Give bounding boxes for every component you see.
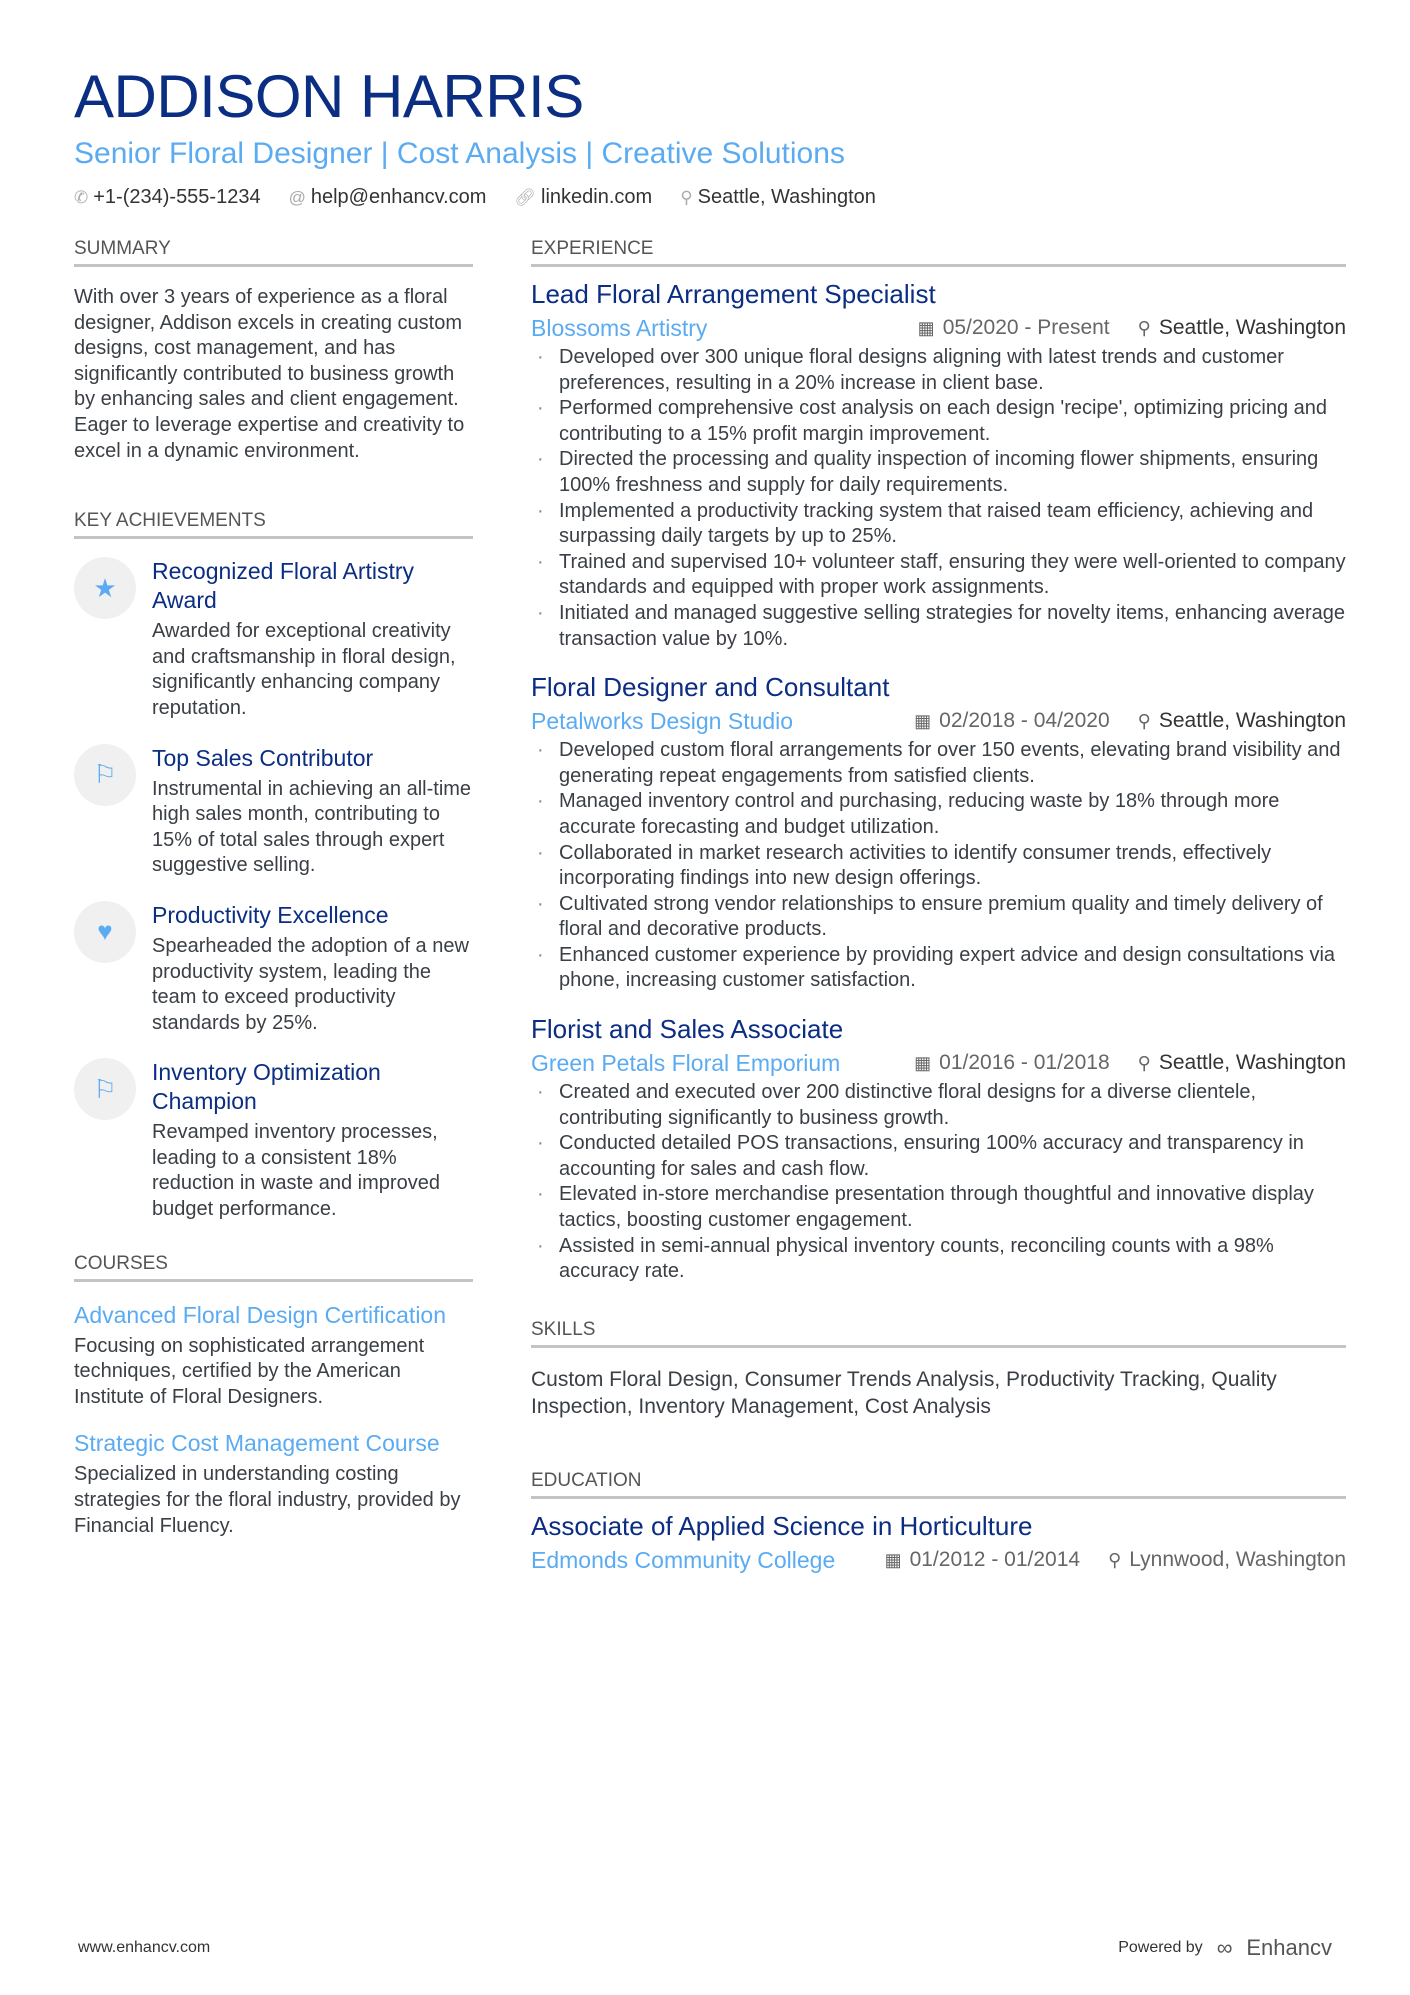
skills-heading: SKILLS xyxy=(531,1319,1346,1348)
courses-heading: COURSES xyxy=(74,1253,473,1282)
resume-header xyxy=(74,62,876,209)
job-location: Seattle, Washington xyxy=(1158,709,1346,733)
flag-icon: ⚐ xyxy=(74,1058,136,1120)
job-bullets xyxy=(531,345,1346,652)
course-text: Specialized in understanding costing strategies for the floral industry, provided by Financial Fluency. xyxy=(74,1463,461,1537)
job-bullet: · Directed the processing and quality inspection of incoming flower shipments, ensuring 100% freshness and supply for daily requirements. xyxy=(531,447,1346,498)
job-bullet: · Enhanced customer experience by providing expert advice and design consultations via phone, increasing customer satisfaction. xyxy=(531,943,1346,994)
job-entry xyxy=(531,670,1346,994)
course-text: Focusing on sophisticated arrangement techniques, certified by the American Institute of Floral Designers. xyxy=(74,1334,425,1408)
phone-icon: ✆ xyxy=(74,188,89,207)
powered-by xyxy=(1118,1935,1332,1961)
courses-list xyxy=(74,1300,473,1540)
contact-row xyxy=(74,186,876,209)
job-bullets xyxy=(531,1080,1346,1285)
achievement-item xyxy=(74,744,473,879)
calendar-icon: ▦ xyxy=(914,1053,932,1074)
job-bullet: · Assisted in semi-annual physical inventory counts, reconciling counts with a 98% accuracy rate. xyxy=(531,1234,1346,1285)
achievement-text: Awarded for exceptional creativity and craftsmanship in floral design, significantly enhancing company reputation. xyxy=(152,620,456,719)
course-title: Advanced Floral Design Certification xyxy=(74,1301,447,1328)
education-dates: 01/2012 - 01/2014 xyxy=(909,1547,1081,1571)
enhancv-brand: Enhancv xyxy=(1246,1935,1332,1960)
achievement-item xyxy=(74,1058,473,1222)
enhancv-logo-icon: ∞ xyxy=(1216,1935,1233,1960)
education-meta xyxy=(531,1543,1346,1577)
calendar-icon: ▦ xyxy=(917,318,935,338)
flag-icon: ⚐ xyxy=(74,744,136,806)
course-item xyxy=(74,1428,473,1539)
job-title: Floral Designer and Consultant xyxy=(531,672,890,703)
job-dates: 01/2016 - 01/2018 xyxy=(939,1051,1110,1075)
job-entry xyxy=(531,277,1346,652)
course-item xyxy=(74,1300,473,1411)
achievement-item xyxy=(74,557,473,721)
job-meta xyxy=(531,311,1346,345)
school-name: Edmonds Community College xyxy=(531,1546,836,1573)
job-bullets xyxy=(531,738,1346,994)
job-location: Seattle, Washington xyxy=(1158,1051,1346,1075)
location-pin-icon: ⚲ xyxy=(1137,711,1151,732)
link-icon: 🔗︎ xyxy=(514,188,537,207)
job-location: Seattle, Washington xyxy=(1158,316,1346,339)
right-column xyxy=(531,238,1346,1577)
calendar-icon: ▦ xyxy=(914,711,932,732)
heart-icon: ♥ xyxy=(74,901,136,963)
location-pin-icon: ⚲ xyxy=(1108,1549,1122,1570)
linkedin[interactable]: linkedin.com xyxy=(541,186,653,208)
experience-heading: EXPERIENCE xyxy=(531,238,1346,267)
job-bullet: · Managed inventory control and purchasing, reducing waste by 18% through more accurate forecasting and budget utilization. xyxy=(531,789,1346,840)
achievement-title: Top Sales Contributor xyxy=(152,744,374,771)
achievements-list xyxy=(74,557,473,1223)
achievement-title: Productivity Excellence xyxy=(152,901,389,928)
job-bullet: · Collaborated in market research activities to identify consumer trends, effectively incorporating findings into new design offerings. xyxy=(531,841,1346,892)
job-meta xyxy=(531,704,1346,738)
job-entry xyxy=(531,1012,1346,1285)
job-bullet: · Developed custom floral arrangements for over 150 events, elevating brand visibility and generating repeat engagements from satisfied clients. xyxy=(531,738,1346,789)
job-title: Florist and Sales Associate xyxy=(531,1014,844,1045)
degree-title: Associate of Applied Science in Horticulture xyxy=(531,1510,1033,1541)
calendar-icon: ▦ xyxy=(884,1549,902,1570)
job-bullet: · Performed comprehensive cost analysis on each design 'recipe', optimizing pricing and contributing to a 15% profit margin improvement. xyxy=(531,396,1346,447)
company-name: Green Petals Floral Emporium xyxy=(531,1050,841,1077)
achievement-title: Inventory Optimization Champion xyxy=(152,1059,381,1115)
job-bullet: · Initiated and managed suggestive selling strategies for novelty items, enhancing average transaction value by 10%. xyxy=(531,601,1346,652)
location-pin-icon: ⚲ xyxy=(680,188,693,207)
company-name: Blossoms Artistry xyxy=(531,315,708,341)
footer xyxy=(78,1935,1332,1961)
summary-heading: SUMMARY xyxy=(74,238,473,267)
left-column xyxy=(74,238,473,1557)
company-name: Petalworks Design Studio xyxy=(531,708,794,735)
at-icon: @ xyxy=(288,188,306,207)
candidate-name: ADDISON HARRIS xyxy=(74,63,584,130)
skills-text: Custom Floral Design, Consumer Trends Analysis, Productivity Tracking, Quality Inspection, Inventory Management, Cost Analysis xyxy=(531,1367,1277,1418)
achievement-text: Instrumental in achieving an all-time high sales month, contributing to 15% of total sales through expert suggestive selling. xyxy=(152,777,472,877)
star-icon: ★ xyxy=(74,557,136,619)
powered-by-label: Powered by xyxy=(1118,1939,1203,1956)
achievement-text: Revamped inventory processes, leading to a consistent 18% reduction in waste and improved budget performance. xyxy=(152,1121,440,1221)
email[interactable]: help@enhancv.com xyxy=(310,186,487,208)
achievement-text: Spearheaded the adoption of a new productivity system, leading the team to exceed productivity standards by 25%. xyxy=(152,934,469,1034)
job-bullet: · Elevated in-store merchandise presentation through thoughtful and innovative display tactics, boosting customer engagement. xyxy=(531,1182,1346,1233)
location: Seattle, Washington xyxy=(697,186,876,208)
education-location: Lynnwood, Washington xyxy=(1129,1547,1346,1571)
job-dates: 02/2018 - 04/2020 xyxy=(939,709,1110,733)
job-bullet: · Trained and supervised 10+ volunteer staff, ensuring they were well-oriented to company standards and equipped with proper work assignments. xyxy=(531,550,1346,601)
education-heading: EDUCATION xyxy=(531,1470,1346,1499)
job-bullet: · Implemented a productivity tracking system that raised team efficiency, achieving and surpassing daily targets by up to 25%. xyxy=(531,499,1346,550)
achievements-heading: KEY ACHIEVEMENTS xyxy=(74,510,473,539)
location-pin-icon: ⚲ xyxy=(1137,318,1151,338)
job-bullet: · Cultivated strong vendor relationships to ensure premium quality and timely delivery of floral and decorative products. xyxy=(531,892,1346,943)
summary-text: With over 3 years of experience as a floral designer, Addison excels in creating custom designs, cost management, and has significantly contributed to business growth by enhancing sales and client engagement. Eager to leverage expertise and creativity to excel in a dynamic environment. xyxy=(74,286,465,462)
course-title: Strategic Cost Management Course xyxy=(74,1430,440,1457)
job-bullet: · Conducted detailed POS transactions, ensuring 100% accuracy and transparency in accounting for sales and cash flow. xyxy=(531,1131,1346,1182)
achievement-title: Recognized Floral Artistry Award xyxy=(152,558,415,614)
job-title: Lead Floral Arrangement Specialist xyxy=(531,279,936,309)
job-bullet: · Developed over 300 unique floral designs aligning with latest trends and customer preferences, resulting in a 20% increase in client base. xyxy=(531,345,1346,396)
jobs-list xyxy=(531,277,1346,1285)
location-pin-icon: ⚲ xyxy=(1137,1053,1151,1074)
phone: +1-(234)-555-1234 xyxy=(93,186,261,208)
job-meta xyxy=(531,1046,1346,1080)
job-bullet: · Created and executed over 200 distinctive floral designs for a diverse clientele, contributing significantly to business growth. xyxy=(531,1080,1346,1131)
candidate-subtitle: Senior Floral Designer | Cost Analysis | Creative Solutions xyxy=(74,137,845,170)
job-dates: 05/2020 - Present xyxy=(942,316,1110,339)
achievement-item xyxy=(74,901,473,1036)
footer-site[interactable]: www.enhancv.com xyxy=(78,1939,211,1956)
